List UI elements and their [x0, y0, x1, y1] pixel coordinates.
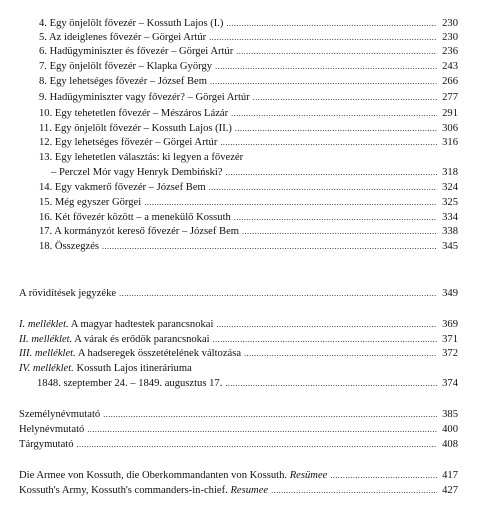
toc-entry-page: 349	[442, 288, 458, 299]
toc-entry-page: 334	[442, 212, 458, 223]
toc-entry-title: 6. Hadügyminiszter és fővezér – Görgei Artúr	[39, 46, 234, 57]
dot-leader	[102, 240, 437, 253]
toc-entry-page: 230	[442, 32, 458, 43]
toc-entry-page: 316	[442, 137, 458, 148]
toc-entry-title: 15. Még egyszer Görgei	[39, 197, 142, 208]
toc-entry-page: 236	[442, 46, 458, 57]
toc-entry-title: 11. Egy önjelölt fővezér – Kossuth Lajos (II.)	[39, 123, 232, 134]
toc-entry-title: A várak és erődök parancsnokai	[72, 334, 210, 345]
toc-entry-title: 18. Összegzés	[39, 241, 100, 252]
dot-leader	[213, 333, 437, 346]
dot-leader	[209, 181, 437, 194]
toc-entry-chapter-18	[39, 240, 458, 253]
toc-entry-title: Tárgymutató	[19, 439, 74, 450]
toc-entry-abbreviations	[19, 287, 458, 300]
dot-leader	[216, 318, 437, 331]
toc-entry-title: 7. Egy önjelölt fővezér – Klapka György	[39, 61, 213, 72]
toc-entry-title: 4. Egy önjelölt fővezér – Kossuth Lajos (I.)	[39, 18, 224, 29]
dot-leader	[87, 423, 437, 436]
toc-entry-page: 385	[442, 409, 458, 420]
toc-entry-title: Személynévmutató	[19, 409, 101, 420]
toc-entry-title: 17. A kormányzót kereső fővezér – József Bem	[39, 226, 240, 237]
toc-entry-chapter-13-line1: 13. Egy lehetetlen választás: ki legyen a fővezér	[39, 152, 244, 163]
toc-entry-title: 9. Hadügyminiszter vagy fővezér? – Görgei Artúr	[39, 92, 250, 103]
toc-entry-page: 400	[442, 424, 458, 435]
dot-leader	[242, 225, 437, 238]
appendix-label: IV. melléklet.	[19, 363, 74, 374]
toc-entry-appendix-2	[19, 333, 458, 346]
toc-entry-chapter-10	[39, 107, 458, 120]
toc-entry-title: 16. Két fővezér között – a menekülő Kossuth	[39, 212, 231, 223]
toc-entry-chapter-4	[39, 17, 458, 30]
toc-entry-page: 338	[442, 226, 458, 237]
toc-entry-page: 374	[442, 378, 458, 389]
toc-entry-appendix-4	[37, 377, 458, 390]
toc-entry-title: A hadseregek összetételének változása	[75, 348, 242, 359]
toc-entry-chapter-6	[39, 45, 458, 58]
toc-entry-page: 291	[442, 108, 458, 119]
toc-entry-subject-index	[19, 438, 458, 451]
toc-entry-summary-english	[19, 484, 458, 497]
toc-entry-appendix-1	[19, 318, 458, 331]
dot-leader	[144, 196, 437, 209]
dot-leader	[236, 45, 437, 58]
toc-entry-title: 10. Egy tehetetlen fővezér – Mészáros Lázár	[39, 108, 229, 119]
toc-entry-page: 266	[442, 76, 458, 87]
summary-label: Resümee	[287, 470, 328, 481]
toc-entry-chapter-12	[39, 136, 458, 149]
toc-entry-page: 230	[442, 18, 458, 29]
toc-entry-page: 427	[442, 485, 458, 496]
toc-entry-title: Kossuth's Army, Kossuth's commanders-in-chief.	[19, 485, 228, 496]
toc-entry-title: 8. Egy lehetséges fővezér – József Bem	[39, 76, 207, 87]
dot-leader	[210, 75, 437, 88]
toc-entry-page: 371	[442, 334, 458, 345]
dot-leader	[330, 469, 437, 482]
appendix-label: III. melléklet.	[19, 348, 76, 359]
dot-leader	[271, 484, 437, 497]
dot-leader	[77, 438, 437, 451]
toc-entry-page: 243	[442, 61, 458, 72]
toc-entry-title: Kossuth Lajos itineráriuma	[73, 363, 192, 374]
toc-entry-title: 1848. szeptember 24. – 1849. augusztus 17.	[37, 378, 223, 389]
toc-entry-page: 318	[442, 167, 458, 178]
dot-leader	[231, 107, 437, 120]
dot-leader	[226, 17, 437, 30]
toc-entry-title: – Perczel Mór vagy Henryk Dembiński?	[51, 167, 223, 178]
toc-entry-appendix-3	[19, 347, 458, 360]
dot-leader	[103, 408, 437, 421]
toc-entry-page: 324	[442, 182, 458, 193]
toc-entry-chapter-16	[39, 211, 458, 224]
toc-entry-summary-german	[19, 469, 458, 482]
dot-leader	[234, 211, 437, 224]
toc-entry-title: Die Armee von Kossuth, die Oberkommandanten von Kossuth.	[19, 470, 288, 481]
toc-entry-page: 306	[442, 123, 458, 134]
toc-entry-title: 14. Egy vakmerő fővezér – József Bem	[39, 182, 206, 193]
toc-entry-title: 12. Egy lehetséges fővezér – Görgei Artúr	[39, 137, 218, 148]
dot-leader	[244, 347, 437, 360]
toc-entry-chapter-17	[39, 225, 458, 238]
dot-leader	[253, 91, 437, 104]
toc-entry-chapter-7	[39, 60, 458, 73]
toc-entry-page: 277	[442, 92, 458, 103]
toc-entry-appendix-4-line1	[19, 362, 192, 375]
toc-entry-chapter-15	[39, 196, 458, 209]
dot-leader	[226, 166, 437, 179]
toc-entry-chapter-9	[39, 91, 458, 104]
toc-entry-page: 372	[442, 348, 458, 359]
dot-leader	[235, 122, 437, 135]
toc-entry-chapter-14	[39, 181, 458, 194]
toc-entry-title: A magyar hadtestek parancsnokai	[68, 319, 214, 330]
toc-entry-chapter-13	[51, 166, 458, 179]
toc-entry-page: 345	[442, 241, 458, 252]
toc-entry-chapter-11	[39, 122, 458, 135]
appendix-label: I. melléklet.	[19, 319, 69, 330]
appendix-label: II. melléklet.	[19, 334, 73, 345]
toc-entry-title: A rövidítések jegyzéke	[19, 288, 117, 299]
dot-leader	[119, 287, 437, 300]
toc-entry-page: 408	[442, 439, 458, 450]
dot-leader	[215, 60, 437, 73]
dot-leader	[209, 31, 437, 44]
toc-entry-place-index	[19, 423, 458, 436]
summary-label: Resumee	[227, 485, 269, 496]
dot-leader	[225, 377, 437, 390]
toc-entry-title: 5. Az ideiglenes fővezér – Görgei Artúr	[39, 32, 207, 43]
dot-leader	[220, 136, 437, 149]
toc-entry-page: 325	[442, 197, 458, 208]
toc-entry-page: 369	[442, 319, 458, 330]
toc-entry-chapter-5	[39, 31, 458, 44]
toc-entry-chapter-8	[39, 75, 458, 88]
toc-entry-title: Helynévmutató	[19, 424, 85, 435]
toc-entry-page: 417	[442, 470, 458, 481]
toc-entry-name-index	[19, 408, 458, 421]
